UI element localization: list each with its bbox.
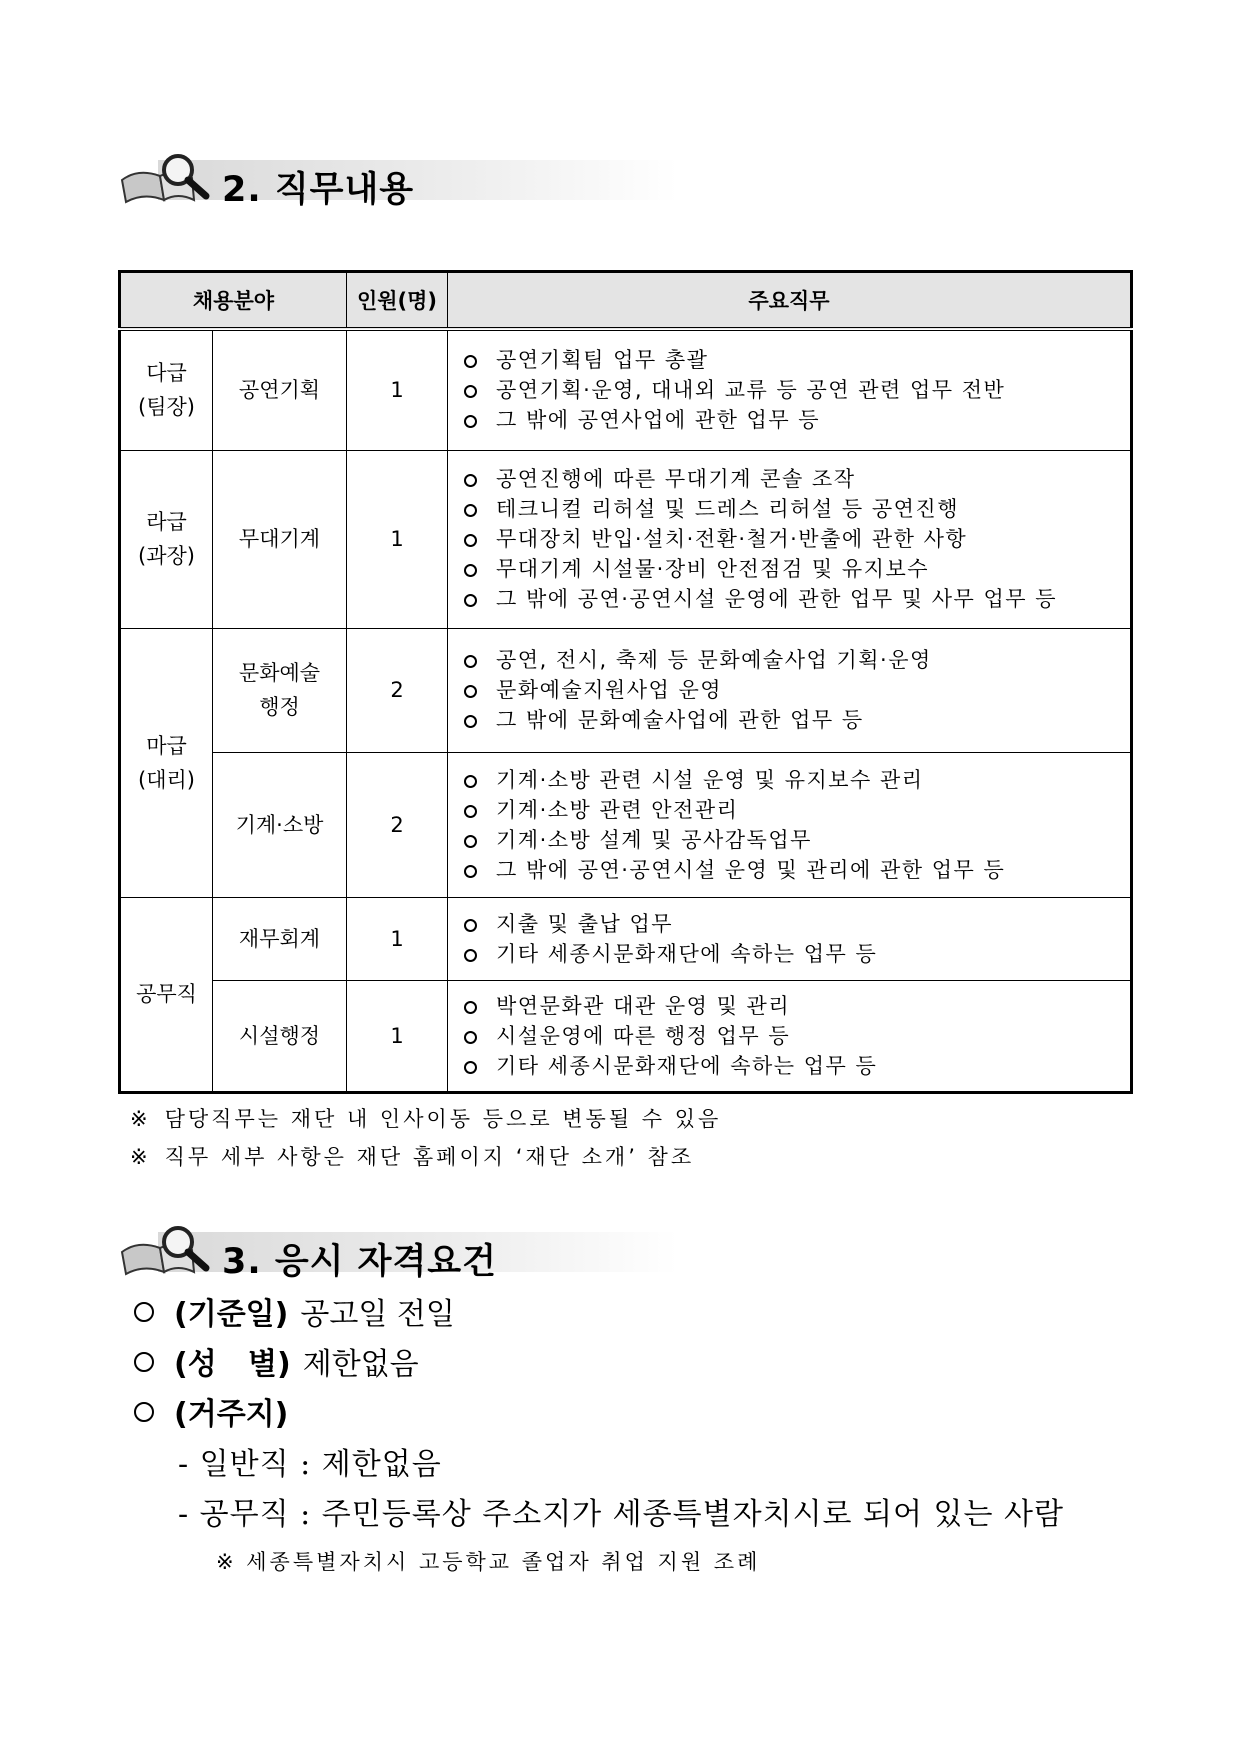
duty-item: 공연진행에 따른 무대기계 콘솔 조작 — [462, 464, 1130, 494]
count-cell: 2 — [347, 628, 448, 752]
field-cell: 시설행정 — [213, 980, 347, 1092]
grade-cell: 마급 (대리) — [120, 628, 213, 897]
requirement-gender — [134, 1340, 1064, 1390]
note-mark: ※ — [130, 1145, 151, 1169]
note-line — [130, 1138, 721, 1176]
duty-item: 기계·소방 관련 안전관리 — [462, 795, 1130, 825]
field-cell: 공연기획 — [213, 329, 347, 450]
duty-item: 그 밖에 문화예술사업에 관한 업무 등 — [462, 705, 1130, 735]
count-cell: 1 — [347, 980, 448, 1092]
job-duty-table — [118, 270, 1133, 1094]
note-mark: ※ — [130, 1107, 151, 1131]
requirement-key: (성 별) — [174, 1347, 291, 1382]
circle-bullet-icon — [134, 1402, 154, 1422]
duties-cell — [448, 329, 1132, 450]
requirement-base-date — [134, 1290, 1064, 1340]
field-cell: 무대기계 — [213, 450, 347, 628]
table-row — [120, 980, 1132, 1092]
field-cell: 문화예술 행정 — [213, 628, 347, 752]
requirement-value: 공고일 전일 — [300, 1297, 455, 1332]
duty-item: 기타 세종시문화재단에 속하는 업무 등 — [462, 1051, 1130, 1081]
header-duties: 주요직무 — [448, 272, 1132, 330]
duty-item: 기계·소방 설계 및 공사감독업무 — [462, 825, 1130, 855]
section-3-header — [118, 1222, 678, 1280]
requirement-value: 제한없음 — [302, 1347, 419, 1382]
book-magnifier-icon — [118, 150, 218, 208]
table-row — [120, 329, 1132, 450]
duties-cell — [448, 450, 1132, 628]
table-notes — [130, 1100, 721, 1176]
requirement-residence — [134, 1390, 1064, 1440]
count-cell: 2 — [347, 752, 448, 897]
requirement-key: (거주지) — [174, 1397, 289, 1432]
requirements — [134, 1290, 1064, 1584]
duties-cell — [448, 752, 1132, 897]
section-2-header — [118, 150, 678, 208]
duty-item: 지출 및 출납 업무 — [462, 909, 1130, 939]
duty-item: 그 밖에 공연·공연시설 운영에 관한 업무 및 사무 업무 등 — [462, 584, 1130, 614]
duty-item: 그 밖에 공연사업에 관한 업무 등 — [462, 405, 1130, 435]
duty-item: 문화예술지원사업 운영 — [462, 675, 1130, 705]
table-row — [120, 628, 1132, 752]
section-3-title: 3. 응시 자격요건 — [222, 1242, 497, 1282]
count-cell: 1 — [347, 450, 448, 628]
table-header-row — [120, 272, 1132, 330]
table-row — [120, 450, 1132, 628]
requirement-sub-note: ※ 세종특별자치시 고등학교 졸업자 취업 지원 조례 — [216, 1550, 761, 1574]
duty-item: 기계·소방 관련 시설 운영 및 유지보수 관리 — [462, 765, 1130, 795]
duty-item: 무대기계 시설물·장비 안전점검 및 유지보수 — [462, 554, 1130, 584]
duty-item: 시설운영에 따른 행정 업무 등 — [462, 1021, 1130, 1051]
grade-cell: 공무직 — [120, 897, 213, 1092]
field-cell: 기계·소방 — [213, 752, 347, 897]
duty-item: 기타 세종시문화재단에 속하는 업무 등 — [462, 939, 1130, 969]
note-line — [130, 1100, 721, 1138]
note-text: 담당직무는 재단 내 인사이동 등으로 변동될 수 있음 — [164, 1107, 722, 1131]
count-cell: 1 — [347, 329, 448, 450]
duty-item: 박연문화관 대관 운영 및 관리 — [462, 991, 1130, 1021]
book-magnifier-icon — [118, 1222, 218, 1280]
header-count: 인원(명) — [347, 272, 448, 330]
duty-item: 공연기획팀 업무 총괄 — [462, 345, 1130, 375]
duties-cell — [448, 980, 1132, 1092]
duty-item: 그 밖에 공연·공연시설 운영 및 관리에 관한 업무 등 — [462, 855, 1130, 885]
circle-bullet-icon — [134, 1352, 154, 1372]
count-cell: 1 — [347, 897, 448, 980]
duty-item: 공연, 전시, 축제 등 문화예술사업 기획·운영 — [462, 645, 1130, 675]
field-cell: 재무회계 — [213, 897, 347, 980]
duty-item: 공연기획·운영, 대내외 교류 등 공연 관련 업무 전반 — [462, 375, 1130, 405]
table-row — [120, 897, 1132, 980]
header-field: 채용분야 — [120, 272, 347, 330]
requirement-sub-item: - 공무직 : 주민등록상 주소지가 세종특별자치시로 되어 있는 사람 — [178, 1497, 1065, 1532]
section-2-title: 2. 직무내용 — [222, 170, 415, 210]
requirement-key: (기준일) — [174, 1297, 289, 1332]
duties-cell — [448, 628, 1132, 752]
table-row — [120, 752, 1132, 897]
duty-item: 테크니컬 리허설 및 드레스 리허설 등 공연진행 — [462, 494, 1130, 524]
grade-cell: 다급 (팀장) — [120, 329, 213, 450]
note-text: 직무 세부 사항은 재단 홈페이지 ‘재단 소개’ 참조 — [164, 1145, 695, 1169]
requirement-sub-item: - 일반직 : 제한없음 — [178, 1447, 442, 1482]
grade-cell: 라급 (과장) — [120, 450, 213, 628]
duty-item: 무대장치 반입·설치·전환·철거·반출에 관한 사항 — [462, 524, 1130, 554]
duties-cell — [448, 897, 1132, 980]
circle-bullet-icon — [134, 1302, 154, 1322]
